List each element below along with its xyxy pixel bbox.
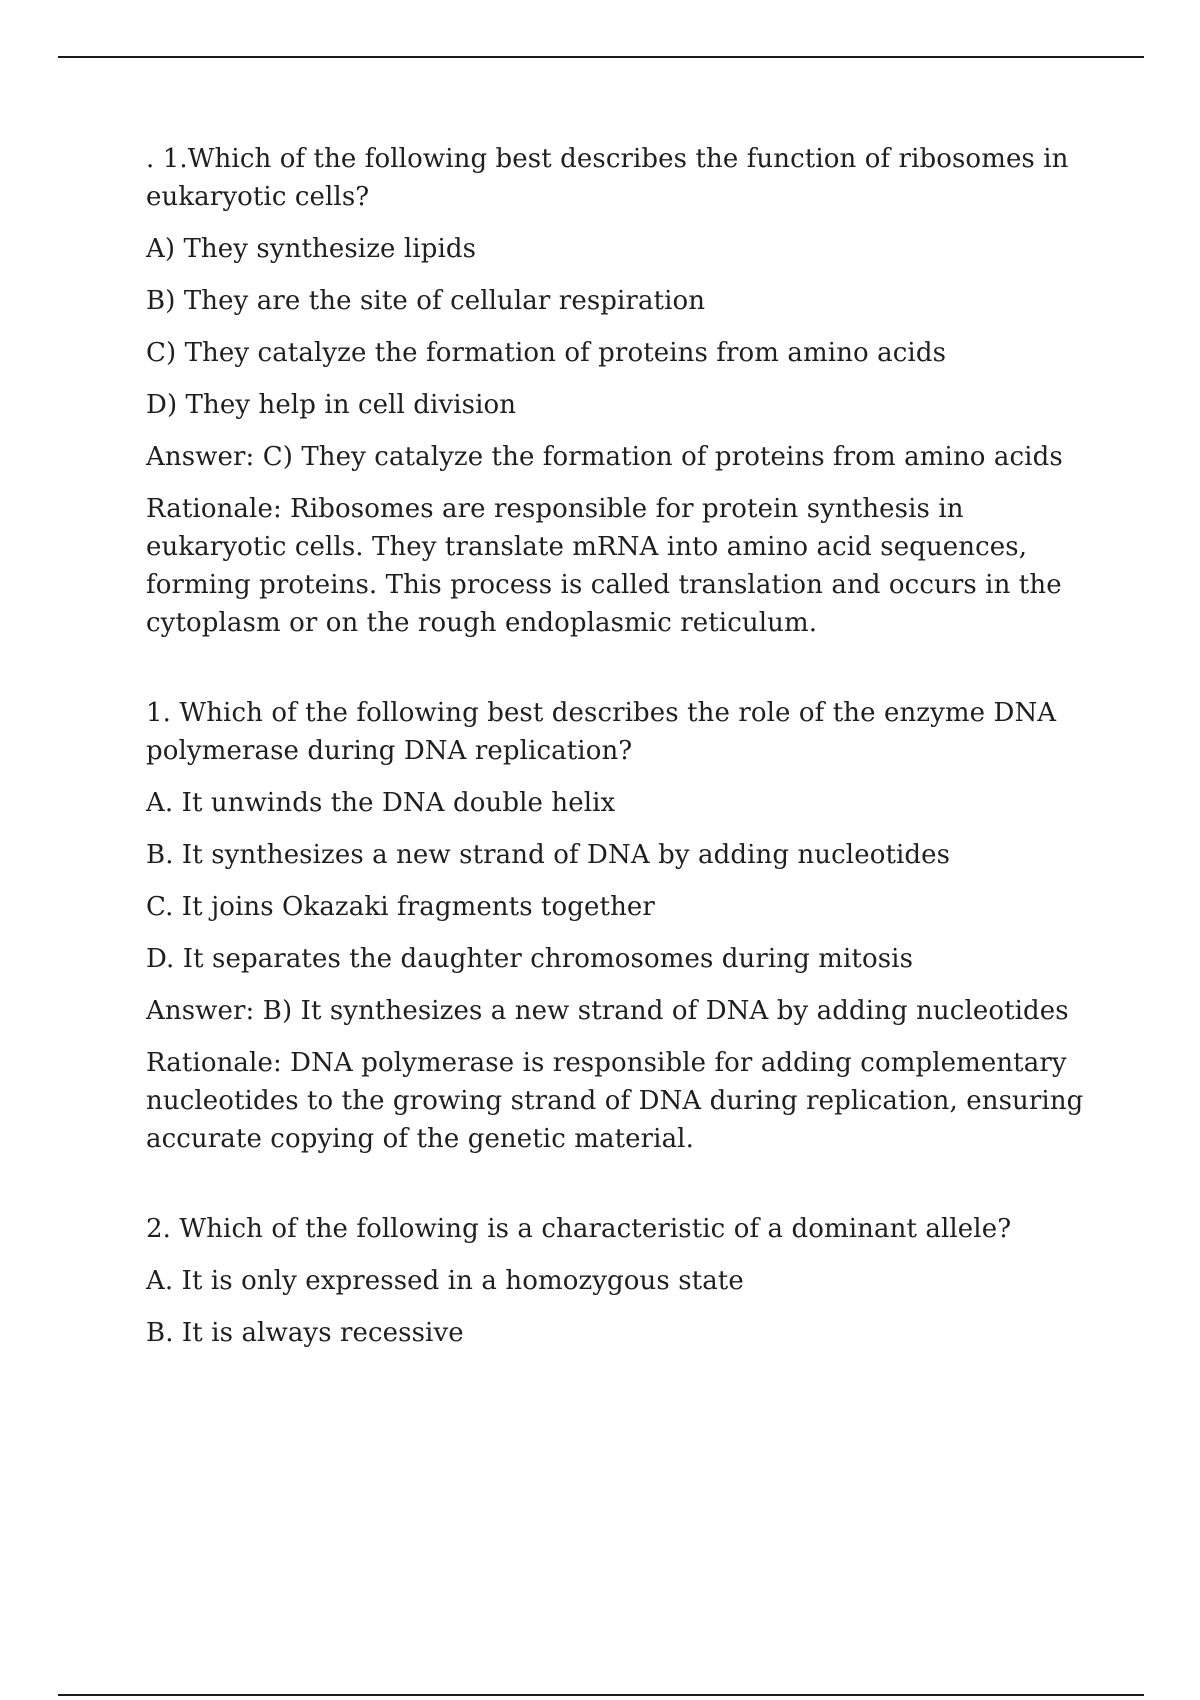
option-d: D. It separates the daughter chromosomes during mitosis bbox=[146, 944, 914, 974]
option-c: C) They catalyze the formation of proteins from amino acids bbox=[146, 338, 947, 368]
question-block bbox=[146, 140, 1096, 642]
option-b: B) They are the site of cellular respiration bbox=[146, 286, 706, 316]
question-text: 1. Which of the following best describes the role of the enzyme DNA polymerase during DNA replication? bbox=[146, 698, 1057, 766]
rationale-text: Rationale: DNA polymerase is responsible for adding complementary nucleotides to the growing strand of DNA during replication, ensuring accurate copying of the genetic material. bbox=[146, 1048, 1084, 1154]
question-block bbox=[146, 1210, 1096, 1352]
option-a: A. It is only expressed in a homozygous state bbox=[146, 1266, 744, 1296]
option-b: B. It is always recessive bbox=[146, 1318, 464, 1348]
rationale-text: Rationale: Ribosomes are responsible for protein synthesis in eukaryotic cells. They translate mRNA into amino acid sequences, forming proteins. This process is called translation and occurs in the cytoplasm or on the rough endoplasmic reticulum. bbox=[146, 494, 1062, 638]
header-rule bbox=[58, 56, 1144, 58]
option-b: B. It synthesizes a new strand of DNA by adding nucleotides bbox=[146, 840, 951, 870]
question-text: . 1.Which of the following best describes the function of ribosomes in eukaryotic cells? bbox=[146, 144, 1069, 212]
option-c: C. It joins Okazaki fragments together bbox=[146, 892, 655, 922]
question-block bbox=[146, 694, 1096, 1158]
answer-text: Answer: B) It synthesizes a new strand of DNA by adding nucleotides bbox=[146, 996, 1069, 1026]
option-d: D) They help in cell division bbox=[146, 390, 517, 420]
answer-text: Answer: C) They catalyze the formation of proteins from amino acids bbox=[146, 442, 1063, 472]
option-a: A) They synthesize lipids bbox=[146, 234, 477, 264]
option-a: A. It unwinds the DNA double helix bbox=[146, 788, 616, 818]
footer-rule bbox=[58, 1694, 1144, 1696]
document-body bbox=[146, 140, 1096, 1404]
question-text: 2. Which of the following is a characteristic of a dominant allele? bbox=[146, 1214, 1012, 1244]
